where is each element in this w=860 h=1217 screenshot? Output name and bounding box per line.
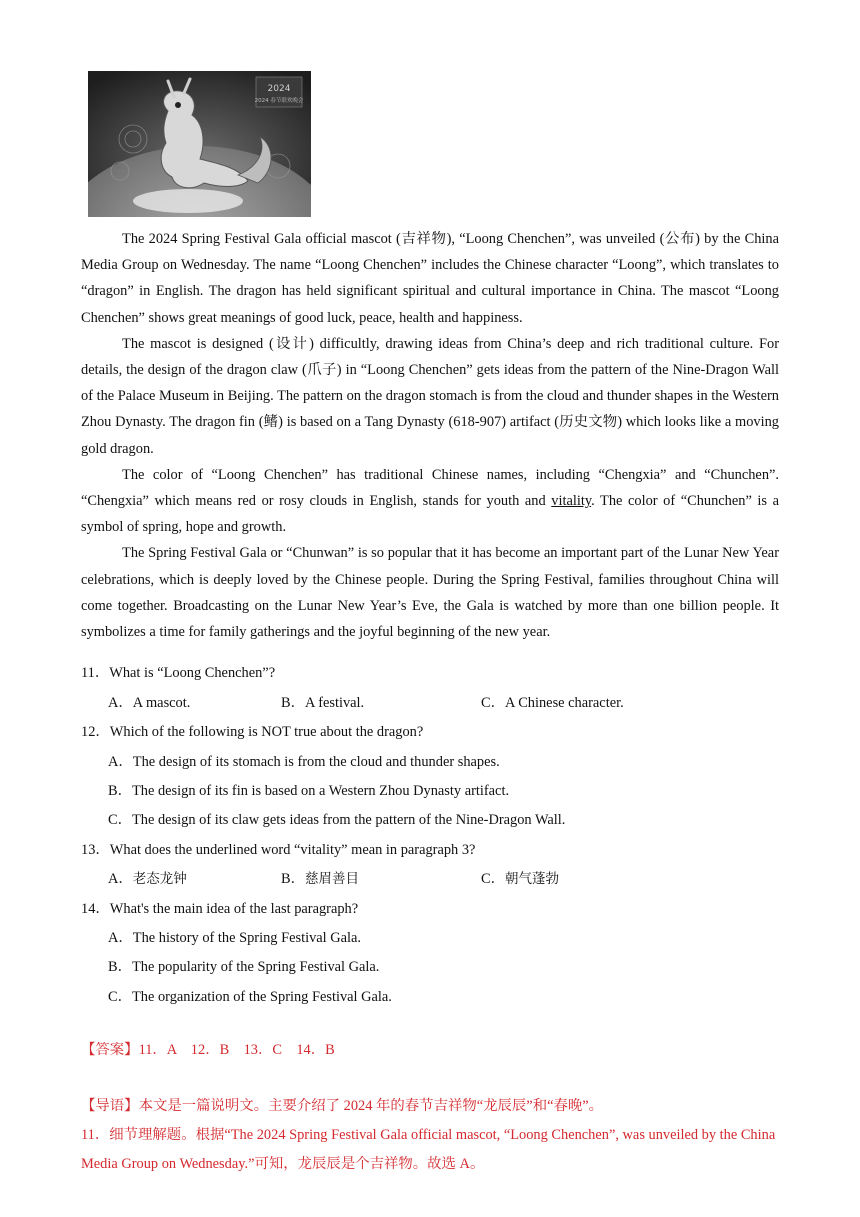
question-stem: What is “Loong Chenchen”? xyxy=(109,665,276,681)
option-letter: C． xyxy=(108,989,132,1005)
svg-text:2024: 2024 xyxy=(267,84,291,94)
option-text: The popularity of the Spring Festival Gala. xyxy=(132,959,380,975)
option-text: A Chinese character. xyxy=(505,695,624,711)
dragon-mascot-photo xyxy=(88,71,311,217)
option-text: 慈眉善目 xyxy=(305,871,359,887)
paragraph-3-text-b: . The color of “Chunchen” is a symbol of spring, hope and growth. xyxy=(81,493,779,536)
option-text: The organization of the Spring Festival Gala. xyxy=(132,989,392,1005)
option-letter: B． xyxy=(108,959,132,975)
answer-line: 【答案】11．A 12．B 13．C 14．B xyxy=(81,1042,335,1058)
option-14-a[interactable] xyxy=(108,926,361,947)
option-letter: B． xyxy=(281,695,305,711)
question-11 xyxy=(81,661,275,682)
paragraph-4-text: The Spring Festival Gala or “Chunwan” is so popular that it has become an important part of the Lunar New Year celebrations, which is deeply loved by the Chinese people. During the Spring Festival, families throughout China will come together. Broadcasting on the Lunar New Year’s Eve, the Gala is watched by more than one billion people. It symbolizes a time for family gatherings and the joyful beginning of the new year. xyxy=(81,545,779,641)
question-stem: What's the main idea of the last paragraph? xyxy=(109,901,359,917)
option-13-c[interactable] xyxy=(481,867,559,888)
option-text: A festival. xyxy=(305,695,365,711)
option-12-c[interactable] xyxy=(108,808,565,829)
option-text: The design of its claw gets ideas from the pattern of the Nine-Dragon Wall. xyxy=(132,812,566,828)
paragraph-2 xyxy=(81,331,779,462)
answer-key xyxy=(81,1036,779,1065)
question-number: 12． xyxy=(81,724,110,740)
paragraph-3-text-a: The color of “Loong Chenchen” has traditional Chinese names, including “Chengxia” and “Chunchen”. “Chengxia” which means red or rosy clouds in English, stands for youth and xyxy=(81,466,779,510)
option-11-b[interactable] xyxy=(281,691,364,712)
option-11-a[interactable] xyxy=(108,691,190,712)
underlined-word-vitality: vitality xyxy=(551,493,592,510)
question-stem: What does the underlined word “vitality” mean in paragraph 3? xyxy=(109,842,476,858)
photo-caption: 2024 春节联欢晚会 xyxy=(254,98,304,104)
option-13-b[interactable] xyxy=(281,867,359,888)
guide-paragraph xyxy=(81,1092,779,1179)
option-letter: B． xyxy=(108,783,132,799)
option-letter: A． xyxy=(108,754,133,770)
question-number: 13． xyxy=(81,842,110,858)
question-number: 11． xyxy=(81,665,110,681)
paragraph-3 xyxy=(81,462,779,541)
paragraph-4 xyxy=(81,540,779,645)
paragraph-1-text: The 2024 Spring Festival Gala official mascot (吉祥物), “Loong Chenchen”, was unveiled (公布) by the China Media Group on Wednesday. The name “Loong Chenchen” includes the Chinese character “Loong”, which translates to “dragon” in English. The dragon has held significant spiritual and cultural importance in China. The mascot “Loong Chenchen” shows great meanings of good luck, peace, health and happiness. xyxy=(81,231,779,326)
option-12-a[interactable] xyxy=(108,750,500,771)
option-letter: C． xyxy=(481,871,505,887)
option-14-c[interactable] xyxy=(108,985,392,1006)
option-letter: A． xyxy=(108,695,133,711)
option-12-b[interactable] xyxy=(108,779,509,800)
paragraph-1 xyxy=(81,226,779,331)
option-text: A mascot. xyxy=(132,695,191,711)
option-letter: A． xyxy=(108,930,133,946)
guide-line: 【导语】本文是一篇说明文。主要介绍了 2024 年的春节吉祥物“龙辰辰”和“春晚”。 xyxy=(81,1098,604,1114)
option-letter: A． xyxy=(108,871,133,887)
option-14-b[interactable] xyxy=(108,955,379,976)
paragraph-2-text: The mascot is designed (设计) difficultly, drawing ideas from China’s deep and rich traditional culture. For details, the design of the dragon claw (爪子) in “Loong Chenchen” gets ideas from the pattern of the Nine-Dragon Wall of the Palace Museum in Beijing. The pattern on the dragon stomach is from the cloud and thunder shapes in the Western Zhou Dynasty. The dragon fin (鳍) is based on a Tang Dynasty (618-907) artifact (历史文物) which looks like a moving gold dragon. xyxy=(81,335,779,457)
option-letter: C． xyxy=(108,812,132,828)
dragon-mascot-icon xyxy=(88,71,311,217)
option-text: 老态龙钟 xyxy=(132,871,187,887)
question-stem: Which of the following is NOT true about the dragon? xyxy=(109,724,424,740)
question-12 xyxy=(81,720,423,741)
option-text: The history of the Spring Festival Gala. xyxy=(132,930,362,946)
option-text: The design of its fin is based on a Western Zhou Dynasty artifact. xyxy=(132,783,510,799)
option-11-c[interactable] xyxy=(481,691,624,712)
question-number: 14． xyxy=(81,901,110,917)
option-text: The design of its stomach is from the cloud and thunder shapes. xyxy=(132,754,500,770)
option-text: 朝气蓬勃 xyxy=(505,871,559,887)
question-13 xyxy=(81,838,475,859)
reading-passage xyxy=(81,226,779,645)
option-letter: B． xyxy=(281,871,305,887)
option-13-a[interactable] xyxy=(108,867,187,888)
explanation-line: 11．细节理解题。根据“The 2024 Spring Festival Gala official mascot, “Loong Chenchen”, was unveiled by the China Media Group on Wednesday.”可知，龙辰辰是个吉祥物。故选 A。 xyxy=(81,1127,776,1172)
option-letter: C． xyxy=(481,695,505,711)
question-14 xyxy=(81,897,358,918)
